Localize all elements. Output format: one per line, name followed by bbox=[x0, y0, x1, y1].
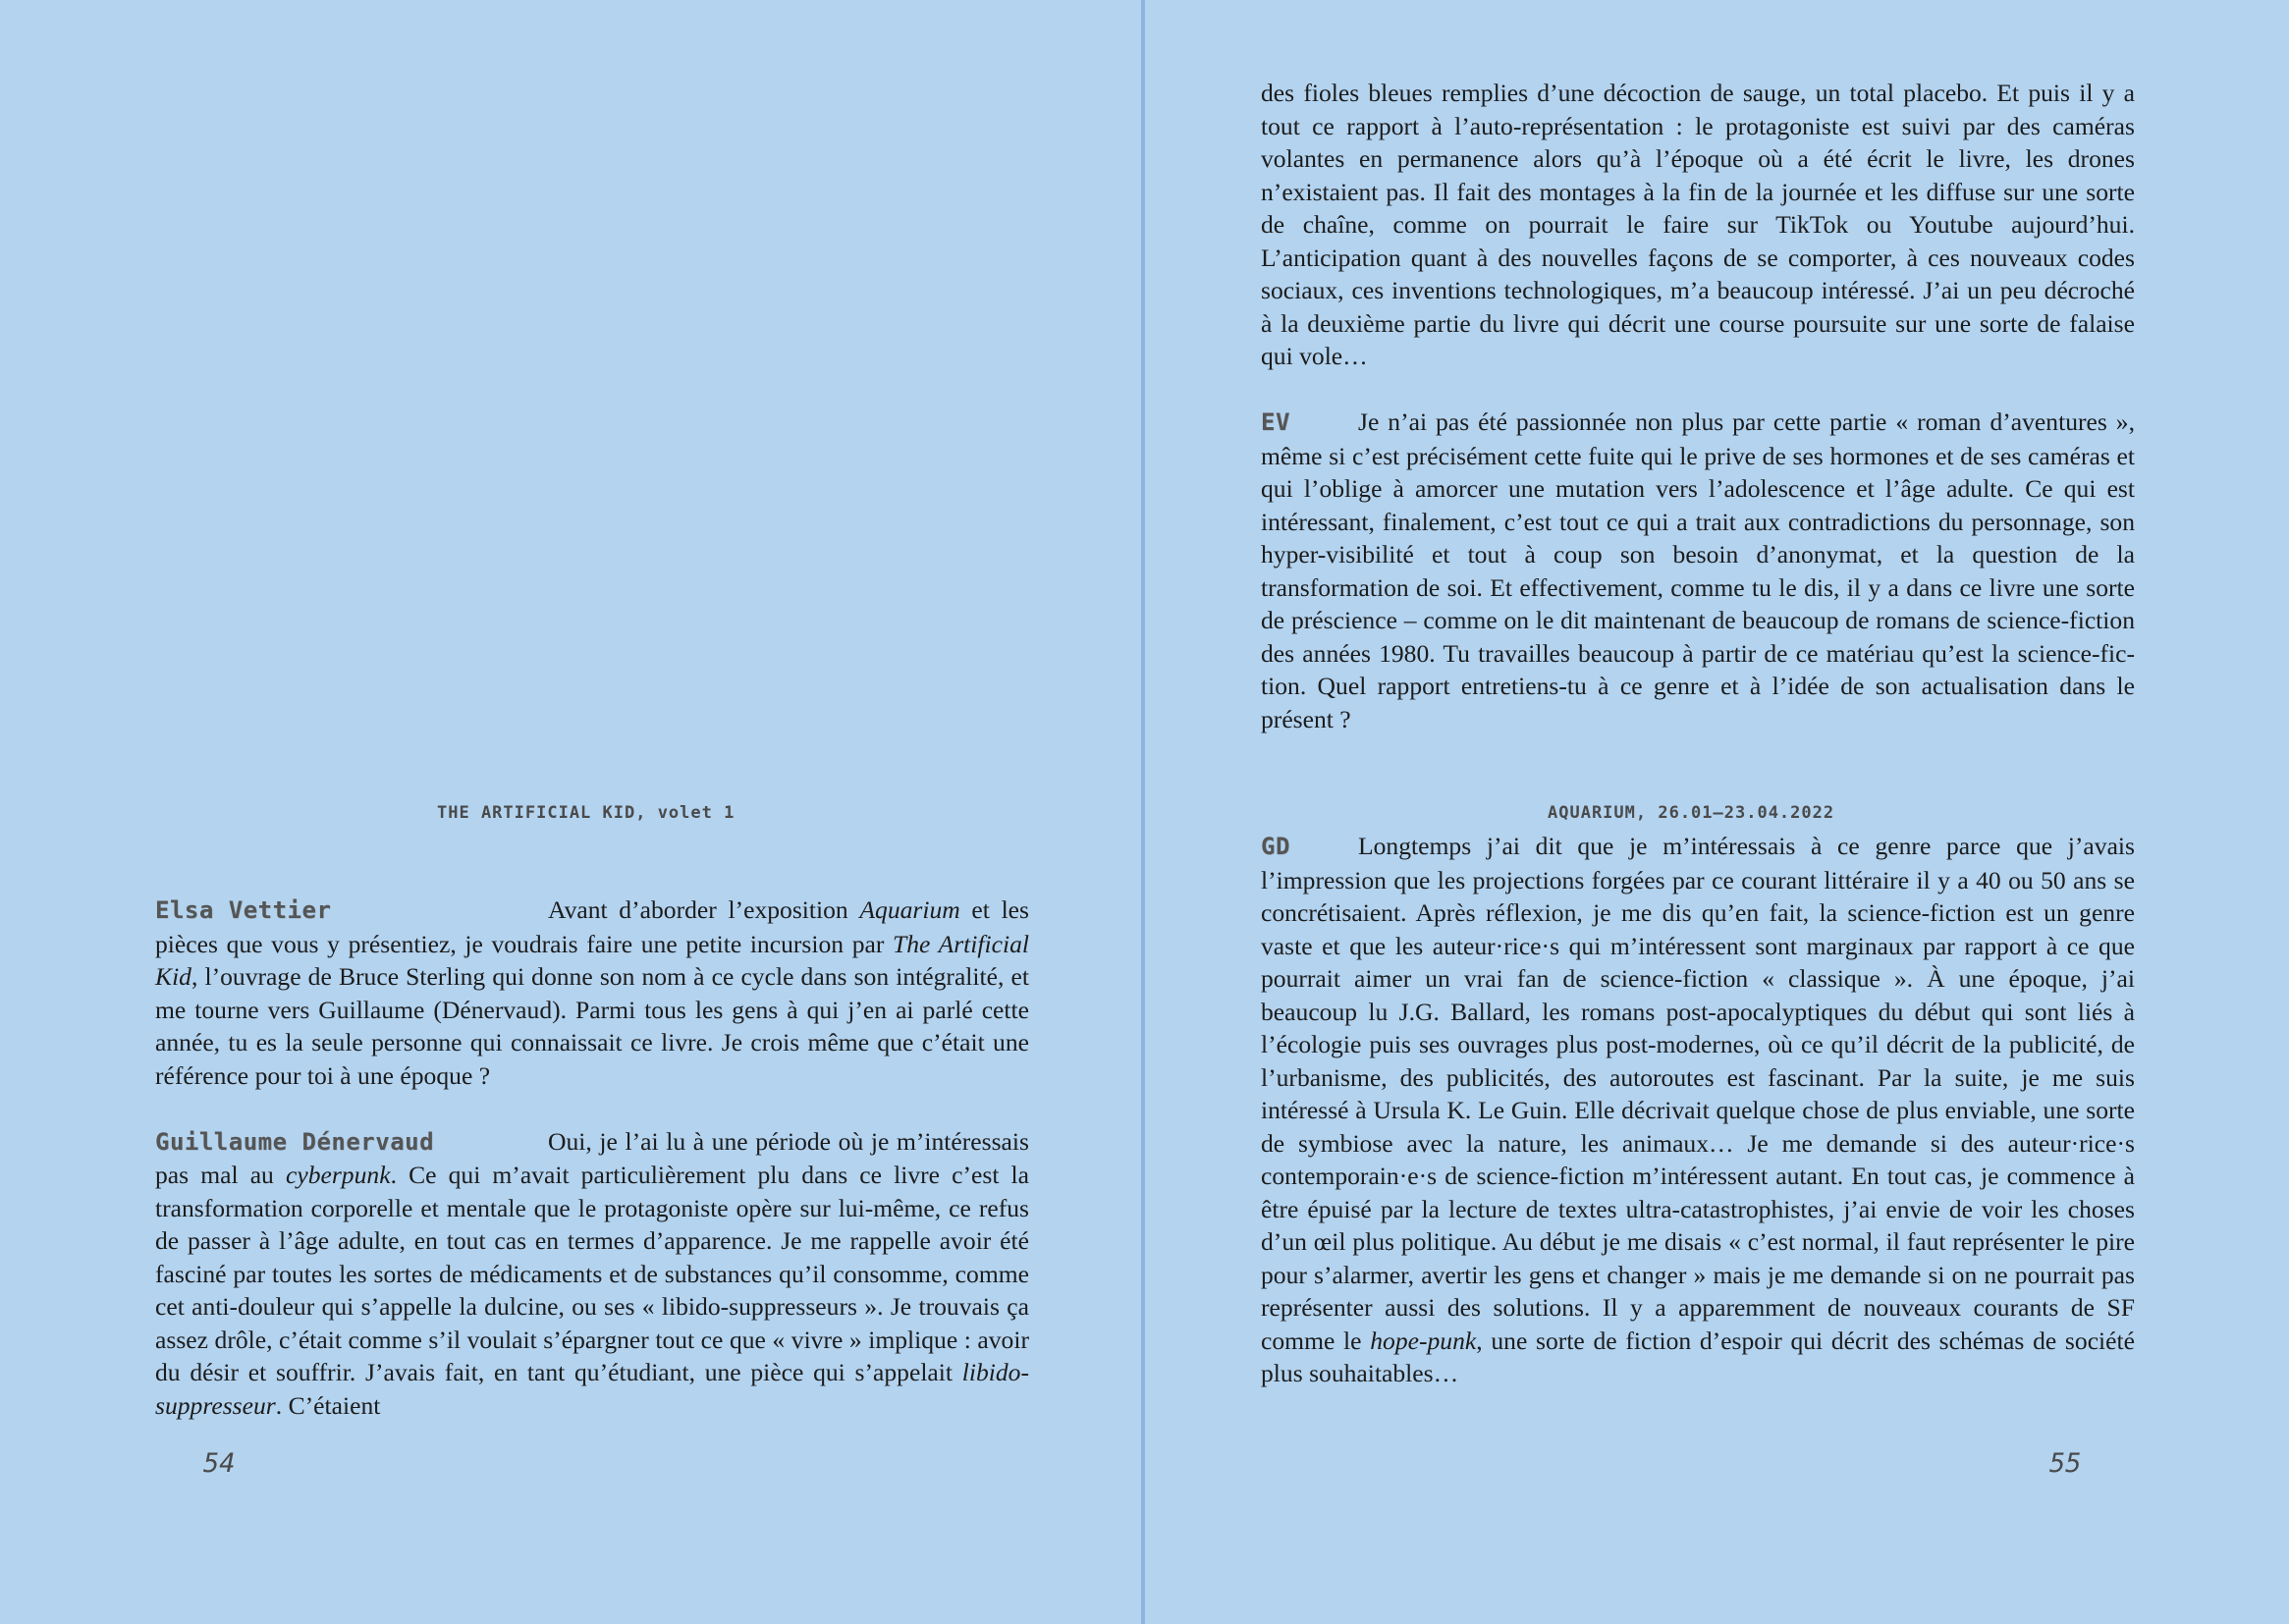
paragraph-gd bbox=[1261, 830, 2135, 1390]
italic-title: Aquarium bbox=[859, 895, 960, 924]
left-page bbox=[0, 0, 1141, 1624]
speaker-name: EV bbox=[1261, 408, 1290, 436]
italic-title: libido-suppresseur bbox=[155, 1358, 1029, 1420]
paragraph-guillaume-denervaud bbox=[155, 1125, 1029, 1423]
paragraph-text: , une sorte de fiction d’espoir qui décrit des schémas de société plus souhaitables… bbox=[1261, 1326, 2135, 1387]
speaker-name: GD bbox=[1261, 833, 1290, 860]
right-text-block-top bbox=[1261, 77, 2135, 735]
paragraph-text: Je n’ai pas été passionnée non plus par cette partie « roman d’aventures », même si c’est précisément cette fuite qui le prive de ses hormones et de ses caméras et qui l’oblige à amorcer une mutation vers l’adolescence et l’âge adulte. Ce qui est intéressant, finalement, c’est tout ce qui a trait aux contradictions du personnage, son hyper-visibilité et tout à coup son besoin d’anonymat, et la question de la transformation de soi. Et effectivement, comme tu le dis, il y a dans ce livre une sorte de préscience – comme on le dit maintenant de beaucoup de romans de science-fiction des années 1980. Tu travailles beaucoup à partir de ce matériau qu’est la science-fiction. Quel rapport entretiens-tu à ce genre et à l’idée de son actualisation dans le présent ? bbox=[1261, 407, 2135, 733]
paragraph-text: Avant d’aborder l’exposition bbox=[548, 895, 860, 924]
page-number-right: 55 bbox=[2049, 1448, 2082, 1479]
left-text-block bbox=[155, 893, 1029, 1422]
paragraph-elsa-vettier bbox=[155, 893, 1029, 1092]
paragraph-ev bbox=[1261, 406, 2135, 735]
running-head-left: THE ARTIFICIAL KID, volet 1 bbox=[437, 803, 736, 823]
paragraph-text: Longtemps j’ai dit que je m’intéressais à ce genre parce que j’avais l’impression que les projections forgées par ce courant littéraire il y a 40 ou 50 ans se concrétisaient. Après réflexion, je me dis qu’en fait, la science-fiction est un genre vaste et que les auteur·rice·s qui m’intéressent sont marginaux par rapport à ce que pourrait aimer un vrai fan de science-fiction « classique ». À une époque, j’ai beaucoup lu J.G. Ballard, les romans post-apocalyptiques du début qui sont liés à l’écologie puis ses ouvrages plus post-modernes, où ce qu’il décrit de la publicité, de l’urbanisme, des publicités, des autoroutes est fascinant. Par la suite, je me suis intéressé à Ursula K. Le Guin. Elle décrivait quelque chose de plus enviable, une sorte de symbiose avec la nature, les animaux… Je me demande si des auteur·rice·s contemporain·e·s de science-fiction m’intéressent autant. En tout cas, je commence à être épuisé par la lecture de textes ultra-catastrophistes, j’ai envie de voir les choses d’un œil plus politique. Au début je me disais « c’est normal, il faut représenter le pire pour s’alarmer, avertir les gens et changer » mais je me demande si on ne pourrait pas représenter aussi des solutions. Il y a apparemment de nouveaux courants de SF comme le bbox=[1261, 832, 2135, 1355]
paragraph-text: et les pièces que vous y présentiez, je voudrais faire une petite incursion par bbox=[155, 895, 1029, 958]
right-text-block-bottom bbox=[1261, 830, 2135, 1390]
speaker-name: Elsa Vettier bbox=[155, 896, 332, 924]
paragraph-text: , l’ouvrage de Bruce Sterling qui donne son nom à ce cycle dans son intégralité, et me tourne vers Guillaume (Dénervaud). Parmi tous les gens à qui j’en ai parlé cette année, tu es la seule personne qui connaissait ce livre. Je crois même que c’était une référence pour toi à une époque ? bbox=[155, 962, 1029, 1090]
right-page bbox=[1145, 0, 2289, 1624]
speaker-name: Guillaume Dénervaud bbox=[155, 1127, 435, 1156]
italic-term: cyberpunk bbox=[285, 1161, 391, 1189]
italic-title: The Artificial Kid bbox=[155, 929, 1029, 991]
paragraph-text: . Ce qui m’avait particulièrement plu dans ce livre c’est la transformation corporelle et mentale que le protagoniste opère sur lui-même, ce refus de passer à l’âge adulte, en tout cas en termes d’apparence. Je me rappelle avoir été fasciné par toutes les sortes de médicaments et de substances qu’il consomme, comme cet anti-douleur qui s’appelle la dulcine, ou ses « libido-suppresseurs ». Je trouvais ça assez drôle, c’était comme s’il voulait s’épargner tout ce que « vivre » implique : avoir du désir et souffrir. J’avais fait, en tant qu’étudiant, une pièce qui s’appelait bbox=[155, 1161, 1029, 1386]
running-head-right: AQUARIUM, 26.01–23.04.2022 bbox=[1548, 803, 1835, 823]
page-number-left: 54 bbox=[203, 1448, 236, 1479]
paragraph-text: Oui, je l’ai lu à une période où je m’intéressais pas mal au bbox=[155, 1126, 1029, 1189]
paragraph-continuation: des fioles bleues remplies d’une décoction de sauge, un total placebo. Et puis il y a tout ce rapport à l’auto-représentation : le protagoniste est suivi par des caméras volantes en permanence alors qu’à l’époque où a été écrit le livre, les drones n’existaient pas. Il fait des montages à la fin de la journée et les diffuse sur une sorte de chaîne, comme on pourrait le faire sur TikTok ou Youtube aujourd’hui. L’anticipation quant à des nouvelles façons de se comporter, à ces nouveaux codes sociaux, ces inventions technologiques, m’a beaucoup intéressé. J’ai un peu décroché à la deuxième partie du livre qui décrit une course poursuite sur une sorte de falaise qui vole… bbox=[1261, 79, 2135, 370]
paragraph-text: . C’étaient bbox=[275, 1390, 381, 1420]
italic-term: hope-punk bbox=[1370, 1326, 1477, 1355]
